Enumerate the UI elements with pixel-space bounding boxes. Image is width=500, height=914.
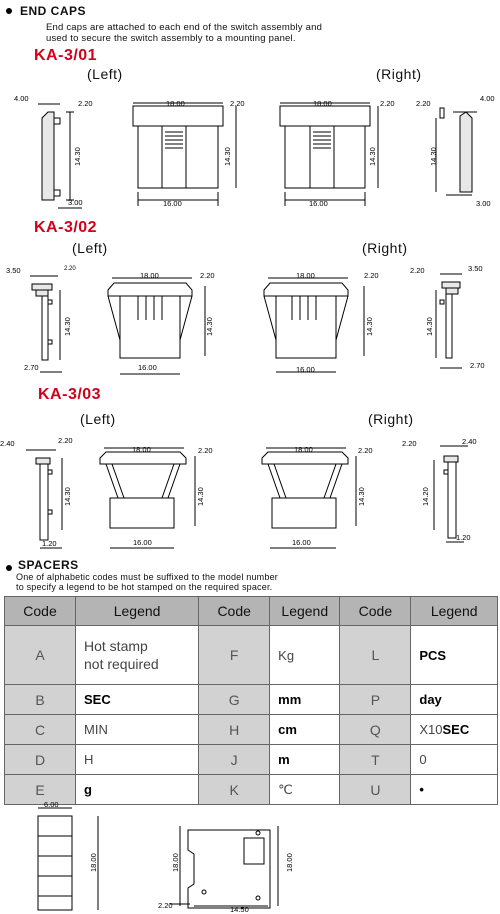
dim-label: 1.20 bbox=[456, 533, 471, 542]
dim-label: 16.00 bbox=[296, 365, 315, 374]
dim-label: 4.00 bbox=[14, 94, 29, 103]
end-caps-title: END CAPS bbox=[20, 4, 87, 18]
legend-cell: SEC bbox=[76, 685, 199, 715]
spacers-description-line1: One of alphabetic codes must be suffixed to the model number bbox=[16, 572, 278, 582]
code-cell: A bbox=[5, 626, 76, 685]
model-title-ka-3-01: KA-3/01 bbox=[34, 47, 98, 64]
code-cell: P bbox=[340, 685, 411, 715]
ka-3-02-right-front-view bbox=[264, 278, 364, 372]
legend-cell: m bbox=[270, 745, 340, 775]
height-label: 14.30 bbox=[63, 317, 72, 336]
code-cell: H bbox=[199, 715, 270, 745]
height-label: 18.00 bbox=[285, 853, 294, 872]
legend-cell bbox=[411, 715, 498, 745]
dim-label: 4.00 bbox=[480, 94, 495, 103]
column-header: Legend bbox=[270, 597, 340, 626]
legend-cell: g bbox=[76, 775, 199, 805]
column-header: Code bbox=[5, 597, 76, 626]
ka-3-02-left-front-view bbox=[108, 278, 205, 374]
dim-label: 2.20 bbox=[230, 99, 245, 108]
dim-label: 16.00 bbox=[309, 199, 328, 208]
column-header: Legend bbox=[76, 597, 199, 626]
ka-3-01-right-front-view bbox=[280, 103, 378, 206]
code-cell: E bbox=[5, 775, 76, 805]
legend-cell: MIN bbox=[76, 715, 199, 745]
dim-label: 2.70 bbox=[470, 361, 485, 370]
height-label: 14.30 bbox=[365, 317, 374, 336]
legend-cell: 0 bbox=[411, 745, 498, 775]
ka-3-03-left-front-view bbox=[100, 448, 195, 548]
legend-cell: • bbox=[411, 775, 498, 805]
legend-cell: Kg bbox=[270, 626, 340, 685]
height-label: 14.30 bbox=[223, 147, 232, 166]
code-cell: T bbox=[340, 745, 411, 775]
dim-label: 16.00 bbox=[163, 199, 182, 208]
height-label: 14.30 bbox=[73, 147, 82, 166]
dim-label: 6.00 bbox=[44, 800, 59, 809]
ka-3-03-right-side-view bbox=[434, 446, 468, 542]
legend-cell bbox=[76, 626, 199, 685]
dim-label: 18.00 bbox=[140, 271, 159, 280]
ka-3-02-left-side-view bbox=[30, 276, 62, 372]
legend-cell: mm bbox=[270, 685, 340, 715]
height-label: 18.00 bbox=[171, 853, 180, 872]
legend-codes-table bbox=[4, 596, 498, 805]
height-label: 14.30 bbox=[63, 487, 72, 506]
legend-cell: H bbox=[76, 745, 199, 775]
column-header: Code bbox=[340, 597, 411, 626]
code-cell: D bbox=[5, 745, 76, 775]
spacer-plate-view bbox=[170, 826, 278, 908]
ka-3-01-right-side-view bbox=[436, 108, 477, 195]
height-label: 14.30 bbox=[368, 147, 377, 166]
right-label-ka-3-03: (Right) bbox=[368, 411, 414, 427]
code-cell: U bbox=[340, 775, 411, 805]
dim-label: 16.00 bbox=[138, 363, 157, 372]
dim-label: 14.50 bbox=[230, 905, 249, 914]
legend-cell: PCS bbox=[411, 626, 498, 685]
dim-label: 2.20 bbox=[416, 99, 431, 108]
right-label-ka-3-01: (Right) bbox=[376, 66, 422, 82]
dim-label: 2.40 bbox=[462, 437, 477, 446]
code-cell: K bbox=[199, 775, 270, 805]
dim-label: 2.20 bbox=[198, 446, 213, 455]
dim-label: 18.00 bbox=[313, 99, 332, 108]
height-label: 14.20 bbox=[421, 487, 430, 506]
table-row bbox=[5, 685, 498, 715]
left-label-ka-3-03: (Left) bbox=[80, 411, 116, 427]
dim-label: 2.20 bbox=[158, 901, 173, 910]
table-row bbox=[5, 715, 498, 745]
spacer-drawings bbox=[0, 800, 500, 914]
dim-label: 2.20 bbox=[410, 266, 425, 275]
end-caps-description-line2: used to secure the switch assembly to a mounting panel. bbox=[46, 33, 296, 44]
legend-cell: ℃ bbox=[270, 775, 340, 805]
height-label: 14.30 bbox=[196, 487, 205, 506]
code-cell: B bbox=[5, 685, 76, 715]
dim-label: 2.20 bbox=[402, 439, 417, 448]
table-row bbox=[5, 626, 498, 685]
height-label: 14.30 bbox=[425, 317, 434, 336]
ka-3-02-right-side-view bbox=[436, 274, 462, 368]
dim-label: 1.20 bbox=[42, 539, 57, 548]
section-bullet bbox=[6, 565, 12, 571]
code-cell: C bbox=[5, 715, 76, 745]
height-label: 14.30 bbox=[357, 487, 366, 506]
dim-label: 2.20 bbox=[78, 99, 93, 108]
table-header-row bbox=[5, 597, 498, 626]
legend-text: Hot stamp not required bbox=[84, 638, 159, 672]
height-label: 14.30 bbox=[205, 317, 214, 336]
code-cell: Q bbox=[340, 715, 411, 745]
table-row bbox=[5, 745, 498, 775]
dim-label: 3.00 bbox=[68, 198, 83, 207]
dim-label: 18.00 bbox=[166, 99, 185, 108]
dim-label: 18.00 bbox=[294, 445, 313, 454]
end-caps-description-line1: End caps are attached to each end of the switch assembly and bbox=[46, 22, 323, 33]
dim-label: 18.00 bbox=[296, 271, 315, 280]
dim-label: 2.20 bbox=[200, 271, 215, 280]
ka-3-01-left-front-view bbox=[133, 103, 236, 206]
left-label-ka-3-02: (Left) bbox=[72, 240, 108, 256]
dim-label: 3.50 bbox=[468, 264, 483, 273]
spacers-description-line2: to specify a legend to be hot stamped on the required spacer. bbox=[16, 582, 273, 592]
dim-label: 3.50 bbox=[6, 266, 21, 275]
spacers-title: SPACERS bbox=[18, 558, 79, 572]
right-label-ka-3-02: (Right) bbox=[362, 240, 408, 256]
legend-text: X10 bbox=[419, 722, 443, 737]
dim-label: 16.00 bbox=[292, 538, 311, 547]
code-cell: G bbox=[199, 685, 270, 715]
dim-label: 18.00 bbox=[132, 445, 151, 454]
legend-cell: cm bbox=[270, 715, 340, 745]
dim-label: 2.20 bbox=[358, 446, 373, 455]
model-title-ka-3-02: KA-3/02 bbox=[34, 219, 98, 236]
ka-3-03-right-front-view bbox=[262, 448, 356, 548]
dim-label: 2.70 bbox=[24, 363, 39, 372]
model-title-ka-3-03: KA-3/03 bbox=[38, 386, 102, 403]
dim-label: 2.20 bbox=[64, 266, 76, 272]
code-cell: F bbox=[199, 626, 270, 685]
left-label-ka-3-01: (Left) bbox=[87, 66, 123, 82]
column-header: Legend bbox=[411, 597, 498, 626]
legend-text-bold: SEC bbox=[442, 722, 470, 737]
column-header: Code bbox=[199, 597, 270, 626]
code-cell: L bbox=[340, 626, 411, 685]
dim-label: 3.00 bbox=[476, 199, 491, 208]
ka-3-03-left-side-view bbox=[26, 450, 62, 548]
height-label: 18.00 bbox=[89, 853, 98, 872]
dim-label: 2.20 bbox=[380, 99, 395, 108]
legend-cell: day bbox=[411, 685, 498, 715]
dim-label: 16.00 bbox=[133, 538, 152, 547]
dim-label: 2.20 bbox=[364, 271, 379, 280]
dim-label: 2.20 bbox=[58, 436, 73, 445]
dim-label: 2.40 bbox=[0, 439, 15, 448]
height-label: 14.30 bbox=[429, 147, 438, 166]
code-cell: J bbox=[199, 745, 270, 775]
